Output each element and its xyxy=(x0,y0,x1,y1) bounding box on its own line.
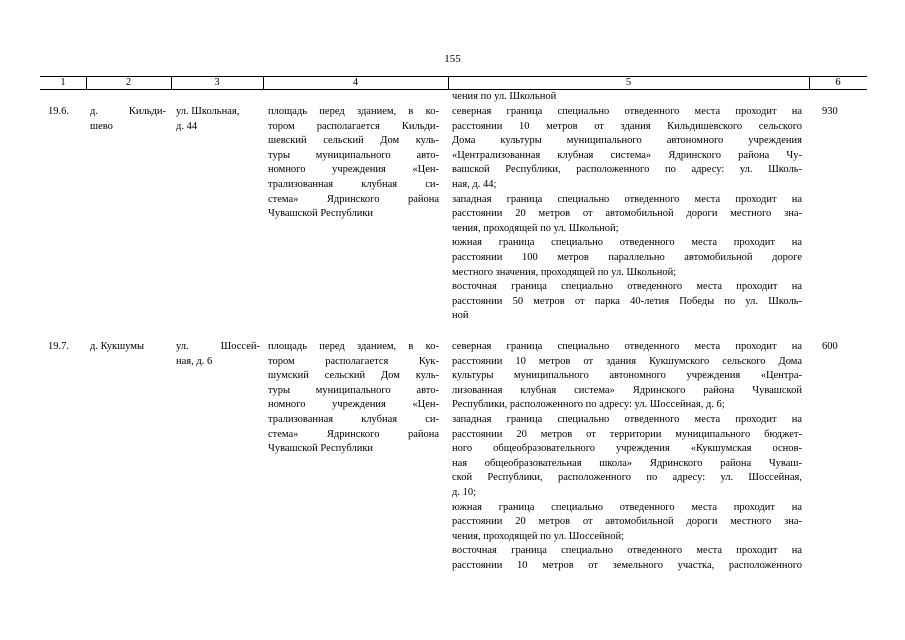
text-line: расстоянии 100 метров параллельно автомобильной дороге xyxy=(452,251,802,263)
continuation-text: чения по ул. Школьной xyxy=(452,91,557,102)
text-line: Республики, расположенного по адресу: ул. Шоссейная, д. 6; xyxy=(452,399,725,411)
text-line: южная граница специально отведенного места проходит на xyxy=(452,237,802,249)
row-borders xyxy=(452,105,802,324)
text-line: площадь перед зданием, в ко- xyxy=(268,106,439,117)
text-line: ная общеобразовательная школа» Ядринского района Чуваш- xyxy=(452,457,802,469)
text-line: номного учреждения «Цен- xyxy=(268,164,439,176)
header-col-6: 6 xyxy=(835,77,841,88)
text-line: местного значения, проходящей по ул. Школьной; xyxy=(452,266,677,278)
text-line: культуры муниципального автономного учреждения «Центра- xyxy=(452,370,802,382)
text-line: номного учреждения «Цен- xyxy=(268,399,439,411)
text-line: лизованная клубная система» Ядринского района Чувашской xyxy=(452,384,802,396)
text-line: западная граница специально отведенного места проходит на xyxy=(452,193,802,205)
text-line: западная граница специально отведенного места проходит на xyxy=(452,413,802,425)
text-line: тором располагается Кук- xyxy=(268,355,439,367)
text-line: восточная граница специально отведенного места проходит на xyxy=(452,281,802,293)
header-col-4: 4 xyxy=(352,77,359,88)
text-line: ная, д. 44; xyxy=(452,178,497,190)
text-line: расстоянии 20 метров от автомобильной дороги местного зна- xyxy=(452,208,802,220)
text-line: ской Республики, расположенного по адресу: ул. Шоссейная, xyxy=(452,472,802,484)
text-line: шумский сельский Дом куль- xyxy=(268,370,439,382)
text-line: д. 44 xyxy=(176,120,198,132)
header-col-1: 1 xyxy=(60,77,66,88)
text-line: шевский сельский Дом куль- xyxy=(268,135,439,147)
text-line: северная граница специально отведенного места проходит на xyxy=(452,341,802,352)
text-line: трализованная клубная си- xyxy=(268,178,439,190)
text-line: туры муниципального авто- xyxy=(268,149,439,161)
row-place xyxy=(90,340,166,355)
text-line: д. Кильди- xyxy=(90,106,166,117)
text-line: расстоянии 10 метров от земельного участка, расположенного xyxy=(452,559,802,571)
text-line: д. 10; xyxy=(452,486,477,498)
text-line: расстоянии 20 метров от территории муниципального бюджет- xyxy=(452,428,802,440)
text-line: площадь перед зданием, в ко- xyxy=(268,341,439,352)
text-line: стема» Ядринского района xyxy=(268,428,439,440)
text-line: ной xyxy=(452,310,469,322)
text-line: стема» Ядринского района xyxy=(268,193,439,205)
text-line: тором располагается Кильди- xyxy=(268,120,439,132)
text-line: «Централизованная клубная система» Ядринского района Чу- xyxy=(452,149,802,161)
text-line: д. Кукшумы xyxy=(90,341,145,352)
text-line: расстоянии 10 метров от здания Кукшумского сельского Дома xyxy=(452,355,802,367)
text-line: северная граница специально отведенного места проходит на xyxy=(452,106,802,117)
header-col-3: 3 xyxy=(214,77,220,88)
row-number: 19.6. xyxy=(48,106,69,117)
row-area: 600 xyxy=(822,341,838,352)
text-line: ная, д. 6 xyxy=(176,355,213,367)
text-line: расстоянии 20 метров от автомобильной дороги местного зна- xyxy=(452,516,802,528)
text-line: южная граница специально отведенного места проходит на xyxy=(452,501,802,513)
text-line: Дома культуры муниципального автономного учреждения xyxy=(452,135,802,147)
page-number: 155 xyxy=(444,53,461,65)
row-address xyxy=(176,105,260,134)
text-line: Чувашской Республики xyxy=(268,443,374,455)
row-address xyxy=(176,340,260,369)
text-line: Чувашской Республики xyxy=(268,208,374,220)
text-line: шево xyxy=(90,120,113,132)
text-line: ул. Шоссей- xyxy=(176,341,260,352)
row-description xyxy=(268,105,439,222)
header-col-2: 2 xyxy=(125,77,132,88)
text-line: восточная граница специально отведенного места проходит на xyxy=(452,545,802,557)
header-bottom-rule xyxy=(40,89,867,90)
text-line: чения, проходящей по ул. Шоссейной; xyxy=(452,530,625,542)
text-line: ного общеобразовательного учреждения «Кукшумская основ- xyxy=(452,443,802,455)
row-borders xyxy=(452,340,802,574)
text-line: расстоянии 10 метров от здания Кильдишевского сельского xyxy=(452,120,802,132)
text-line: трализованная клубная си- xyxy=(268,413,439,425)
text-line: ул. Школьная, xyxy=(176,106,240,117)
text-line: чения, проходящей по ул. Школьной; xyxy=(452,222,619,234)
text-line: вашской Республики, расположенного по адресу: ул. Школь- xyxy=(452,164,802,176)
row-area: 930 xyxy=(822,106,838,117)
text-line: расстоянии 50 метров от парка 40-летия Победы по ул. Школь- xyxy=(452,295,802,307)
row-description xyxy=(268,340,439,457)
header-col-5: 5 xyxy=(625,77,632,88)
text-line: туры муниципального авто- xyxy=(268,384,439,396)
row-number: 19.7. xyxy=(48,341,69,352)
row-place xyxy=(90,105,166,134)
